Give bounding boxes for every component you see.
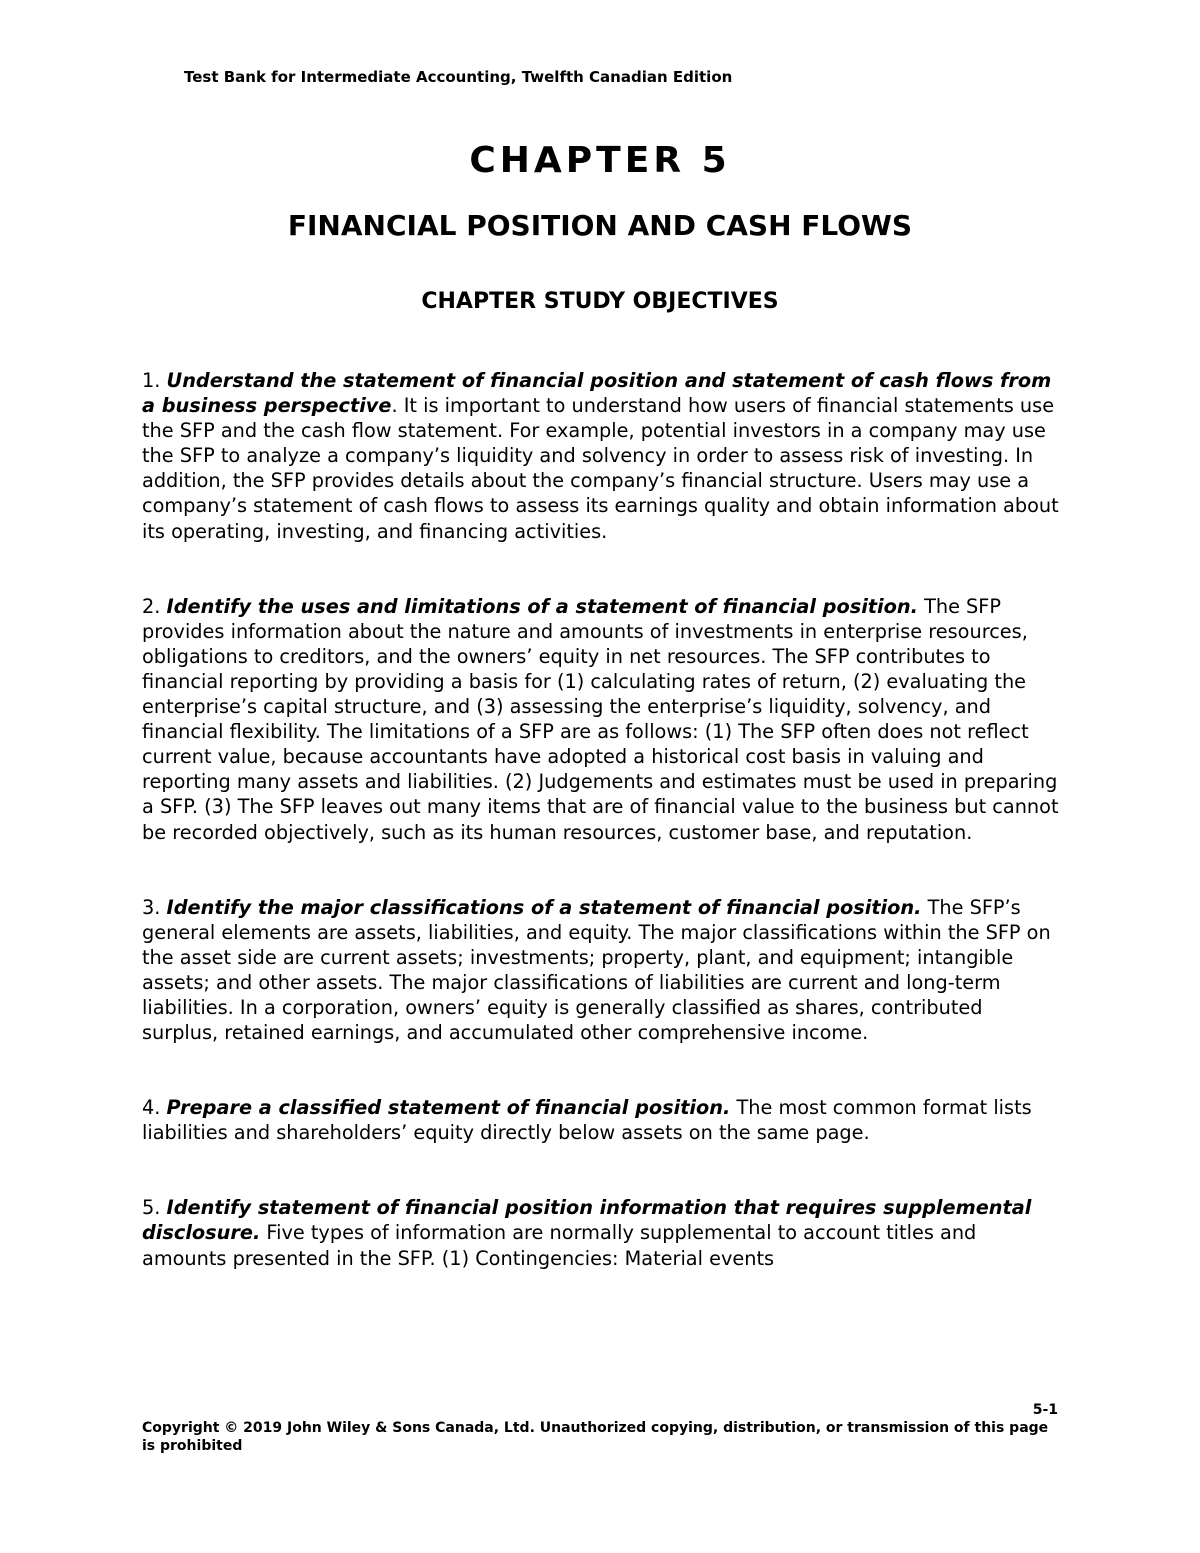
running-header: Test Bank for Intermediate Accounting, Twelfth Canadian Edition [184,68,733,86]
objective-body: Five types of information are normally supplemental to account titles and amounts presented in the SFP. (1) Contingencies: Material events [142,1221,977,1270]
objective-title: Identify the uses and limitations of a statement of financial position. [166,594,918,618]
objective-number: 4. [142,1096,161,1120]
chapter-number: CHAPTER 5 [469,140,731,181]
objective-number: 1. [142,369,161,392]
objective-title: Prepare a classified statement of financial position. [166,1096,731,1120]
copyright-footer: Copyright © 2019 John Wiley & Sons Canada, Ltd. Unauthorized copying, distribution, or transmission of this page is prohibited [142,1420,1049,1454]
objective-number: 3. [142,895,161,919]
objective-title: Identify the major classifications of a statement of financial position. [166,895,922,919]
objective-title: Understand the statement of financial position and statement of cash flows from a business perspective [142,369,1052,418]
chapter-title: FINANCIAL POSITION AND CASH FLOWS [287,209,913,242]
objective-4 [142,1095,1062,1145]
objective-1 [142,368,1062,544]
objective-2 [142,594,1062,845]
objectives-list [142,368,1062,1321]
objective-5 [142,1195,1062,1270]
objective-3 [142,895,1062,1046]
section-heading: CHAPTER STUDY OBJECTIVES [421,289,779,314]
objective-number: 5. [142,1196,161,1220]
objective-title: Identify statement of financial position information that requires supplemental disclosure. [142,1196,1032,1245]
objective-number: 2. [142,594,161,618]
objective-body: The SFP’s general elements are assets, liabilities, and equity. The major classifications within the SFP on the asset side are current assets; investments; property, plant, and equipment; intangible assets; and other assets. The major classifications of liabilities are current and long-term liabilities. In a corporation, owners’ equity is generally classified as shares, contributed surplus, retained earnings, and accumulated other comprehensive income. [142,895,1051,1045]
objective-body: The most common format lists liabilities and shareholders’ equity directly below assets on the same page. [142,1096,1032,1145]
page-number: 5-1 [1032,1402,1058,1418]
objective-body: The SFP provides information about the nature and amounts of investments in enterprise resources, obligations to creditors, and the owners’ equity in net resources. The SFP contributes to financial reporting by providing a basis for (1) calculating rates of return, (2) evaluating the enterprise’s capital structure, and (3) assessing the enterprise’s liquidity, solvency, and financial flexibility. The limitations of a SFP are as follows: (1) The SFP often does not reflect current value, because accountants have adopted a historical cost basis in valuing and reporting many assets and liabilities. (2) Judgements and estimates must be used in preparing a SFP. (3) The SFP leaves out many items that are of financial value to the business but cannot be recorded objectively, such as its human resources, customer base, and reputation. [142,594,1059,844]
objective-body: . It is important to understand how users of financial statements use the SFP and the cash flow statement. For example, potential investors in a company may use the SFP to analyze a company’s liquidity and solvency in order to assess risk of investing. In addition, the SFP provides details about the company’s financial structure. Users may use a company’s statement of cash flows to assess its earnings quality and obtain information about its operating, investing, and financing activities. [142,394,1059,543]
